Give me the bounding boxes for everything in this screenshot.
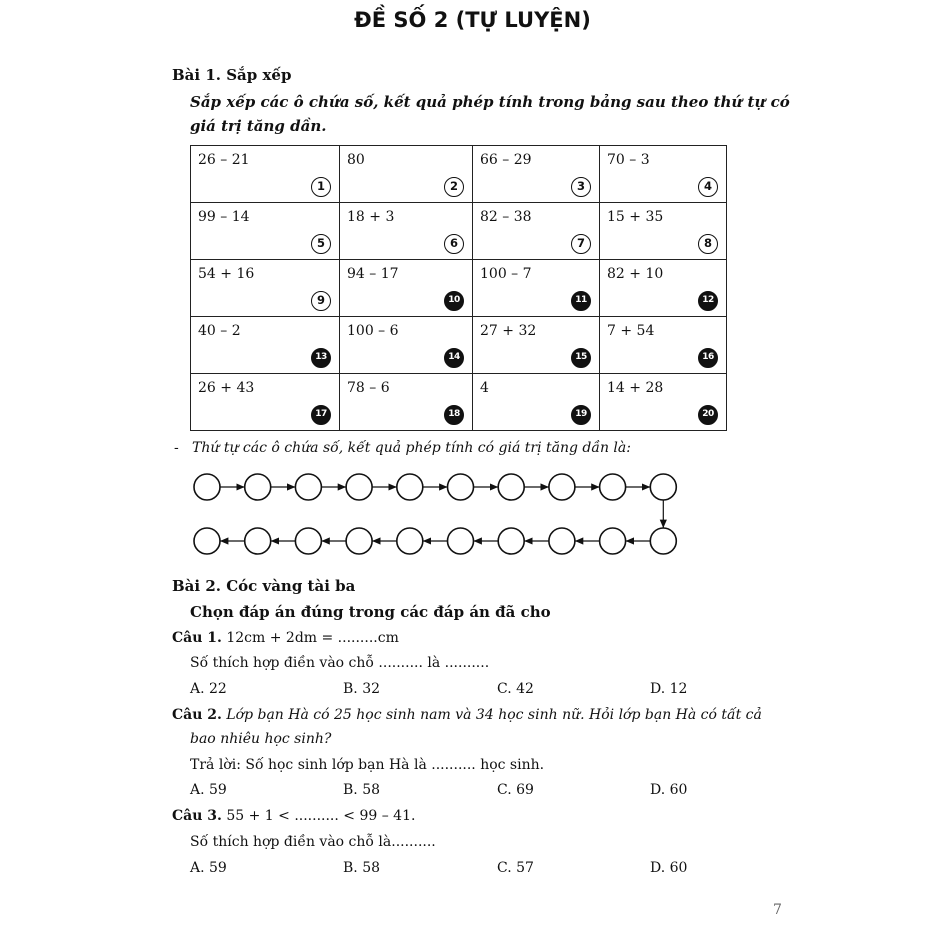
cell-expression: 54 + 16: [198, 266, 255, 282]
question-2-label: Câu 2.: [172, 707, 222, 723]
cell-number-badge: 18: [444, 405, 464, 425]
question-2-option-d[interactable]: D. 60: [650, 782, 688, 798]
cell-expression: 14 + 28: [607, 380, 664, 396]
cell-expression: 94 – 17: [347, 266, 399, 282]
cell-expression: 99 – 14: [198, 209, 250, 225]
question-3-option-d[interactable]: D. 60: [650, 860, 688, 876]
answer-circle[interactable]: [295, 474, 321, 500]
answer-circle[interactable]: [346, 528, 372, 554]
cell-number-badge: 5: [311, 234, 331, 254]
cell-number-badge: 8: [698, 234, 718, 254]
grid-cell: [473, 203, 600, 260]
cell-number-badge: 6: [444, 234, 464, 254]
cell-expression: 66 – 29: [480, 152, 532, 168]
question-2-option-b[interactable]: B. 58: [343, 782, 381, 798]
cell-expression: 78 – 6: [347, 380, 390, 396]
question-1-option-c[interactable]: C. 42: [497, 681, 534, 697]
answer-circle[interactable]: [549, 528, 575, 554]
cell-expression: 70 – 3: [607, 152, 650, 168]
grid-row: [191, 146, 727, 203]
cell-number-badge: 12: [698, 291, 718, 311]
cell-expression: 26 – 21: [198, 152, 250, 168]
question-1-option-b[interactable]: B. 32: [343, 681, 381, 697]
grid-row: [191, 260, 727, 317]
grid-cell: [191, 317, 340, 374]
order-label: Thứ tự các ô chứa số, kết quả phép tính có giá trị tăng dần là:: [192, 440, 631, 456]
cell-expression: 40 – 2: [198, 323, 241, 339]
grid-cell: [473, 317, 600, 374]
question-2-sub: Trả lời: Số học sinh lớp bạn Hà là .......... học sinh.: [190, 757, 545, 773]
cell-number-badge: 3: [571, 177, 591, 197]
question-2-text: Lớp bạn Hà có 25 học sinh nam và 34 học sinh nữ. Hỏi lớp bạn Hà có tất cả: [226, 707, 762, 723]
cell-number-badge: 15: [571, 348, 591, 368]
answer-circle[interactable]: [245, 528, 271, 554]
grid-cell: [340, 260, 473, 317]
grid-cell: [600, 260, 727, 317]
grid-cell: [600, 146, 727, 203]
cell-number-badge: 14: [444, 348, 464, 368]
cell-expression: 82 + 10: [607, 266, 664, 282]
question-3-option-b[interactable]: B. 58: [343, 860, 381, 876]
grid-cell: [340, 203, 473, 260]
question-2: [172, 707, 762, 723]
cell-number-badge: 1: [311, 177, 331, 197]
grid-cell: [473, 374, 600, 431]
answer-circle[interactable]: [397, 528, 423, 554]
cell-expression: 82 – 38: [480, 209, 532, 225]
answer-circle[interactable]: [549, 474, 575, 500]
answer-circle[interactable]: [448, 474, 474, 500]
exercise-2-heading: Bài 2. Cóc vàng tài ba: [172, 577, 356, 595]
question-1-label: Câu 1.: [172, 630, 222, 646]
question-1-text: 12cm + 2dm = .........cm: [226, 630, 399, 646]
cell-expression: 26 + 43: [198, 380, 255, 396]
question-1: [172, 630, 399, 646]
exercise-1-heading: Bài 1. Sắp xếp: [172, 66, 292, 84]
question-1-option-d[interactable]: D. 12: [650, 681, 688, 697]
cell-expression: 80: [347, 152, 365, 168]
cell-expression: 15 + 35: [607, 209, 664, 225]
grid-cell: [340, 317, 473, 374]
cell-number-badge: 16: [698, 348, 718, 368]
cell-number-badge: 9: [311, 291, 331, 311]
answer-circle[interactable]: [448, 528, 474, 554]
cell-number-badge: 4: [698, 177, 718, 197]
grid-cell: [600, 317, 727, 374]
cell-expression: 27 + 32: [480, 323, 537, 339]
cell-number-badge: 11: [571, 291, 591, 311]
cell-expression: 100 – 6: [347, 323, 399, 339]
question-2-text-cont: bao nhiêu học sinh?: [190, 731, 332, 747]
answer-circle[interactable]: [600, 528, 626, 554]
order-chain: [180, 460, 700, 570]
cell-expression: 100 – 7: [480, 266, 532, 282]
answer-circle[interactable]: [600, 474, 626, 500]
answer-circle[interactable]: [650, 528, 676, 554]
answer-circle[interactable]: [194, 528, 220, 554]
cell-number-badge: 13: [311, 348, 331, 368]
cell-number-badge: 10: [444, 291, 464, 311]
grid-cell: [340, 374, 473, 431]
number-grid: [190, 145, 727, 431]
grid-row: [191, 374, 727, 431]
grid-cell: [340, 146, 473, 203]
answer-circle[interactable]: [650, 474, 676, 500]
question-3-sub: Số thích hợp điền vào chỗ là..........: [190, 834, 436, 850]
cell-expression: 18 + 3: [347, 209, 395, 225]
cell-number-badge: 2: [444, 177, 464, 197]
answer-circle[interactable]: [346, 474, 372, 500]
grid-cell: [191, 203, 340, 260]
grid-cell: [473, 260, 600, 317]
cell-number-badge: 20: [698, 405, 718, 425]
cell-number-badge: 7: [571, 234, 591, 254]
question-3-text: 55 + 1 < .......... < 99 – 41.: [226, 808, 416, 824]
grid-row: [191, 203, 727, 260]
answer-circle[interactable]: [295, 528, 321, 554]
page-number: 7: [773, 902, 782, 918]
question-3: [172, 808, 415, 824]
grid-cell: [191, 374, 340, 431]
answer-circle[interactable]: [397, 474, 423, 500]
grid-cell: [191, 146, 340, 203]
cell-expression: 4: [480, 380, 489, 396]
cell-number-badge: 19: [571, 405, 591, 425]
question-3-option-c[interactable]: C. 57: [497, 860, 534, 876]
answer-circle[interactable]: [194, 474, 220, 500]
grid-cell: [473, 146, 600, 203]
order-dash: -: [174, 440, 179, 456]
question-3-option-a[interactable]: A. 59: [190, 860, 227, 876]
cell-expression: 7 + 54: [607, 323, 655, 339]
exercise-2-instruction: Chọn đáp án đúng trong các đáp án đã cho: [190, 603, 551, 621]
question-2-option-c[interactable]: C. 69: [497, 782, 534, 798]
question-1-option-a[interactable]: A. 22: [190, 681, 227, 697]
answer-circle[interactable]: [498, 528, 524, 554]
grid-cell: [600, 374, 727, 431]
page-title: ĐỀ SỐ 2 (TỰ LUYỆN): [354, 8, 591, 32]
question-3-label: Câu 3.: [172, 808, 222, 824]
answer-circle[interactable]: [498, 474, 524, 500]
question-2-option-a[interactable]: A. 59: [190, 782, 227, 798]
cell-number-badge: 17: [311, 405, 331, 425]
grid-row: [191, 317, 727, 374]
exercise-1-instruction: Sắp xếp các ô chứa số, kết quả phép tính trong bảng sau theo thứ tự có giá trị tăng dần.: [190, 93, 790, 135]
grid-cell: [600, 203, 727, 260]
grid-cell: [191, 260, 340, 317]
question-1-sub: Số thích hợp điền vào chỗ .......... là ..........: [190, 655, 490, 671]
answer-circle[interactable]: [245, 474, 271, 500]
